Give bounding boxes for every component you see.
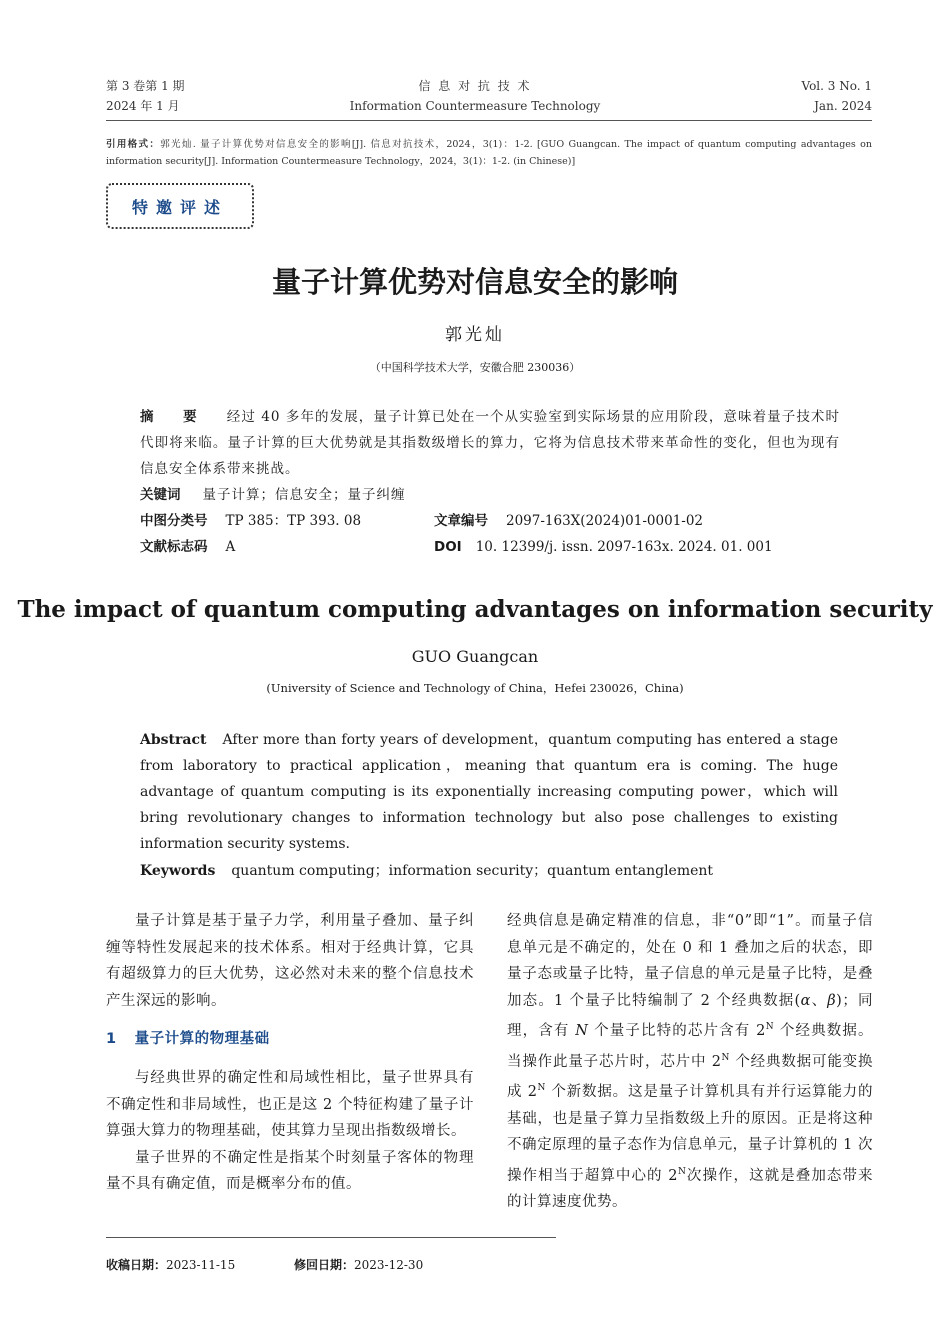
article-number xyxy=(434,508,703,534)
citation-format xyxy=(106,136,872,170)
superscript-n: N xyxy=(721,1052,730,1063)
body-paragraph xyxy=(507,908,873,1216)
keywords-cn xyxy=(140,482,406,508)
citation-text: 郭光灿. 量子计算优势对信息安全的影响[J]. 信息对抗技术，2024，3(1)：1-2. [GUO Guangcan. The impact of quantum computing advantages on information security[J]. Information Countermeasure Technology，2024，3(1)：1-2. (in Chinese)] xyxy=(106,139,872,167)
header-rule xyxy=(106,120,872,121)
body-left-column xyxy=(106,908,474,1198)
issue-info-en xyxy=(802,76,872,116)
keywords-cn-label: 关键词 xyxy=(140,487,181,503)
title-cn: 量子计算优势对信息安全的影响 xyxy=(271,265,678,299)
keywords-en xyxy=(140,858,838,884)
superscript-n: N xyxy=(537,1083,546,1094)
body-paragraph: 与经典世界的确定性和局域性相比，量子世界具有不确定性和非局域性，也正是这 2 个特征构建了量子计算强大算力的物理基础，使其算力呈现出指数级增长。 xyxy=(106,1069,474,1140)
n-symbol: N xyxy=(575,1023,589,1040)
beta-symbol: β xyxy=(827,992,837,1009)
invited-review-badge xyxy=(106,183,254,229)
text-run: 、 xyxy=(810,992,828,1009)
text-run: 个新数据。这是量子计算机具有并行运算能力的基础，也是量子算力呈指数级上升的原因。正是将这种不确定原理的量子态作为信息单元，量子计算机的 1 次操作相当于超算中心的 2 xyxy=(507,1084,874,1184)
doi xyxy=(434,534,773,560)
keywords-en-label: Keywords xyxy=(140,863,216,879)
title-en: The impact of quantum computing advantages on information security xyxy=(17,596,933,623)
text-run: 个经典数据可能变换成 2 xyxy=(507,1053,874,1101)
section-number: 1 xyxy=(106,1031,117,1048)
section-title: 量子计算的物理基础 xyxy=(134,1031,270,1048)
abstract-en xyxy=(140,727,838,857)
text-run: 个经典数据。当操作此量子芯片时，芯片中 2 xyxy=(507,1023,874,1070)
text-run: 个量子比特的芯片含有 2 xyxy=(588,1023,766,1040)
section-heading xyxy=(106,1026,474,1053)
journal-name xyxy=(300,76,650,116)
text-run: 经典信息是确定精准的信息，非“0”即“1”。而量子信息单元是不确定的，处在 0 和 1 叠加之后的状态，即量子态或量子比特，量子信息的单元是量子比特，是叠加态。1 个量子比特编制了 2 个经典数据( xyxy=(507,913,873,1009)
volume-issue-en: Vol. 3 No. 1 xyxy=(801,79,872,93)
keywords-cn-text: 量子计算；信息安全；量子纠缠 xyxy=(202,487,406,503)
received-date xyxy=(106,1256,235,1273)
author-en: GUO Guangcan xyxy=(411,647,539,666)
revised-label: 修回日期： xyxy=(294,1258,355,1272)
doi-label: DOI xyxy=(434,539,462,555)
body-paragraph: 量子世界的不确定性是指某个时刻量子客体的物理量不具有确定值，而是概率分布的值。 xyxy=(106,1149,474,1193)
text-run: 次操作，这就是叠加态带来的计算速度优势。 xyxy=(507,1167,873,1211)
affiliation-en: (University of Science and Technology of China，Hefei 230026，China) xyxy=(266,681,684,695)
abstract-en-label: Abstract xyxy=(140,732,207,748)
issue-date-en: Jan. 2024 xyxy=(814,99,872,113)
badge-label: 特邀评述 xyxy=(131,198,228,217)
body-right-column xyxy=(507,908,873,1216)
citation-label: 引用格式： xyxy=(106,139,161,150)
abstract-cn-label: 摘 要 xyxy=(140,409,205,425)
volume-issue: 第 3 卷第 1 期 xyxy=(106,79,185,93)
abstract-cn xyxy=(140,404,840,482)
journal-name-cn: 信 息 对 抗 技 术 xyxy=(418,79,532,93)
document-code xyxy=(140,534,235,560)
journal-name-en: Information Countermeasure Technology xyxy=(349,99,601,113)
keywords-en-text: quantum computing；information security；quantum entanglement xyxy=(231,863,714,879)
article-number-value: 2097-163X(2024)01-0001-02 xyxy=(506,513,704,529)
article-number-label: 文章编号 xyxy=(434,513,488,529)
received-value: 2023-11-15 xyxy=(166,1258,236,1272)
superscript-n: N xyxy=(677,1166,687,1177)
author-cn: 郭光灿 xyxy=(445,325,505,345)
revised-date xyxy=(294,1256,423,1273)
body-paragraph: 量子计算是基于量子力学，利用量子叠加、量子纠缠等特性发展起来的技术体系。相对于经典计算，它具有超级算力的巨大优势，这必然对未来的整个信息技术产生深远的影响。 xyxy=(106,913,474,1009)
clc-value: TP 385：TP 393. 08 xyxy=(225,513,362,529)
revised-value: 2023-12-30 xyxy=(354,1258,424,1272)
document-code-label: 文献标志码 xyxy=(140,539,208,555)
received-label: 收稿日期： xyxy=(106,1258,167,1272)
footnote-rule xyxy=(106,1237,556,1238)
clc-label: 中图分类号 xyxy=(140,513,208,529)
clc-number xyxy=(140,508,361,534)
document-code-value: A xyxy=(225,539,236,555)
issue-info xyxy=(106,76,185,116)
issue-date-cn: 2024 年 1 月 xyxy=(106,99,180,113)
abstract-en-text: After more than forty years of development，quantum computing has entered a stage from laboratory to practical application，meaning that quantum era is coming. The huge advantage of quantum computing is its exponentially increasing computing power，which will bring revolutionary changes to information technology but also pose challenges to existing information security systems. xyxy=(140,732,838,852)
alpha-symbol: α xyxy=(800,992,811,1009)
affiliation-cn: （中国科学技术大学，安徽合肥 230036） xyxy=(369,361,581,374)
superscript-n: N xyxy=(765,1022,775,1033)
text-run: )；同理，含有 xyxy=(507,992,873,1040)
doi-value[interactable]: 10. 12399/j. issn. 2097-163x. 2024. 01. 001 xyxy=(475,539,773,555)
abstract-cn-text: 经过 40 多年的发展，量子计算已处在一个从实验室到实际场景的应用阶段，意味着量子技术时代即将来临。量子计算的巨大优势就是其指数级增长的算力，它将为信息技术带来革命性的变化，但也为现有信息安全体系带来挑战。 xyxy=(140,409,841,477)
